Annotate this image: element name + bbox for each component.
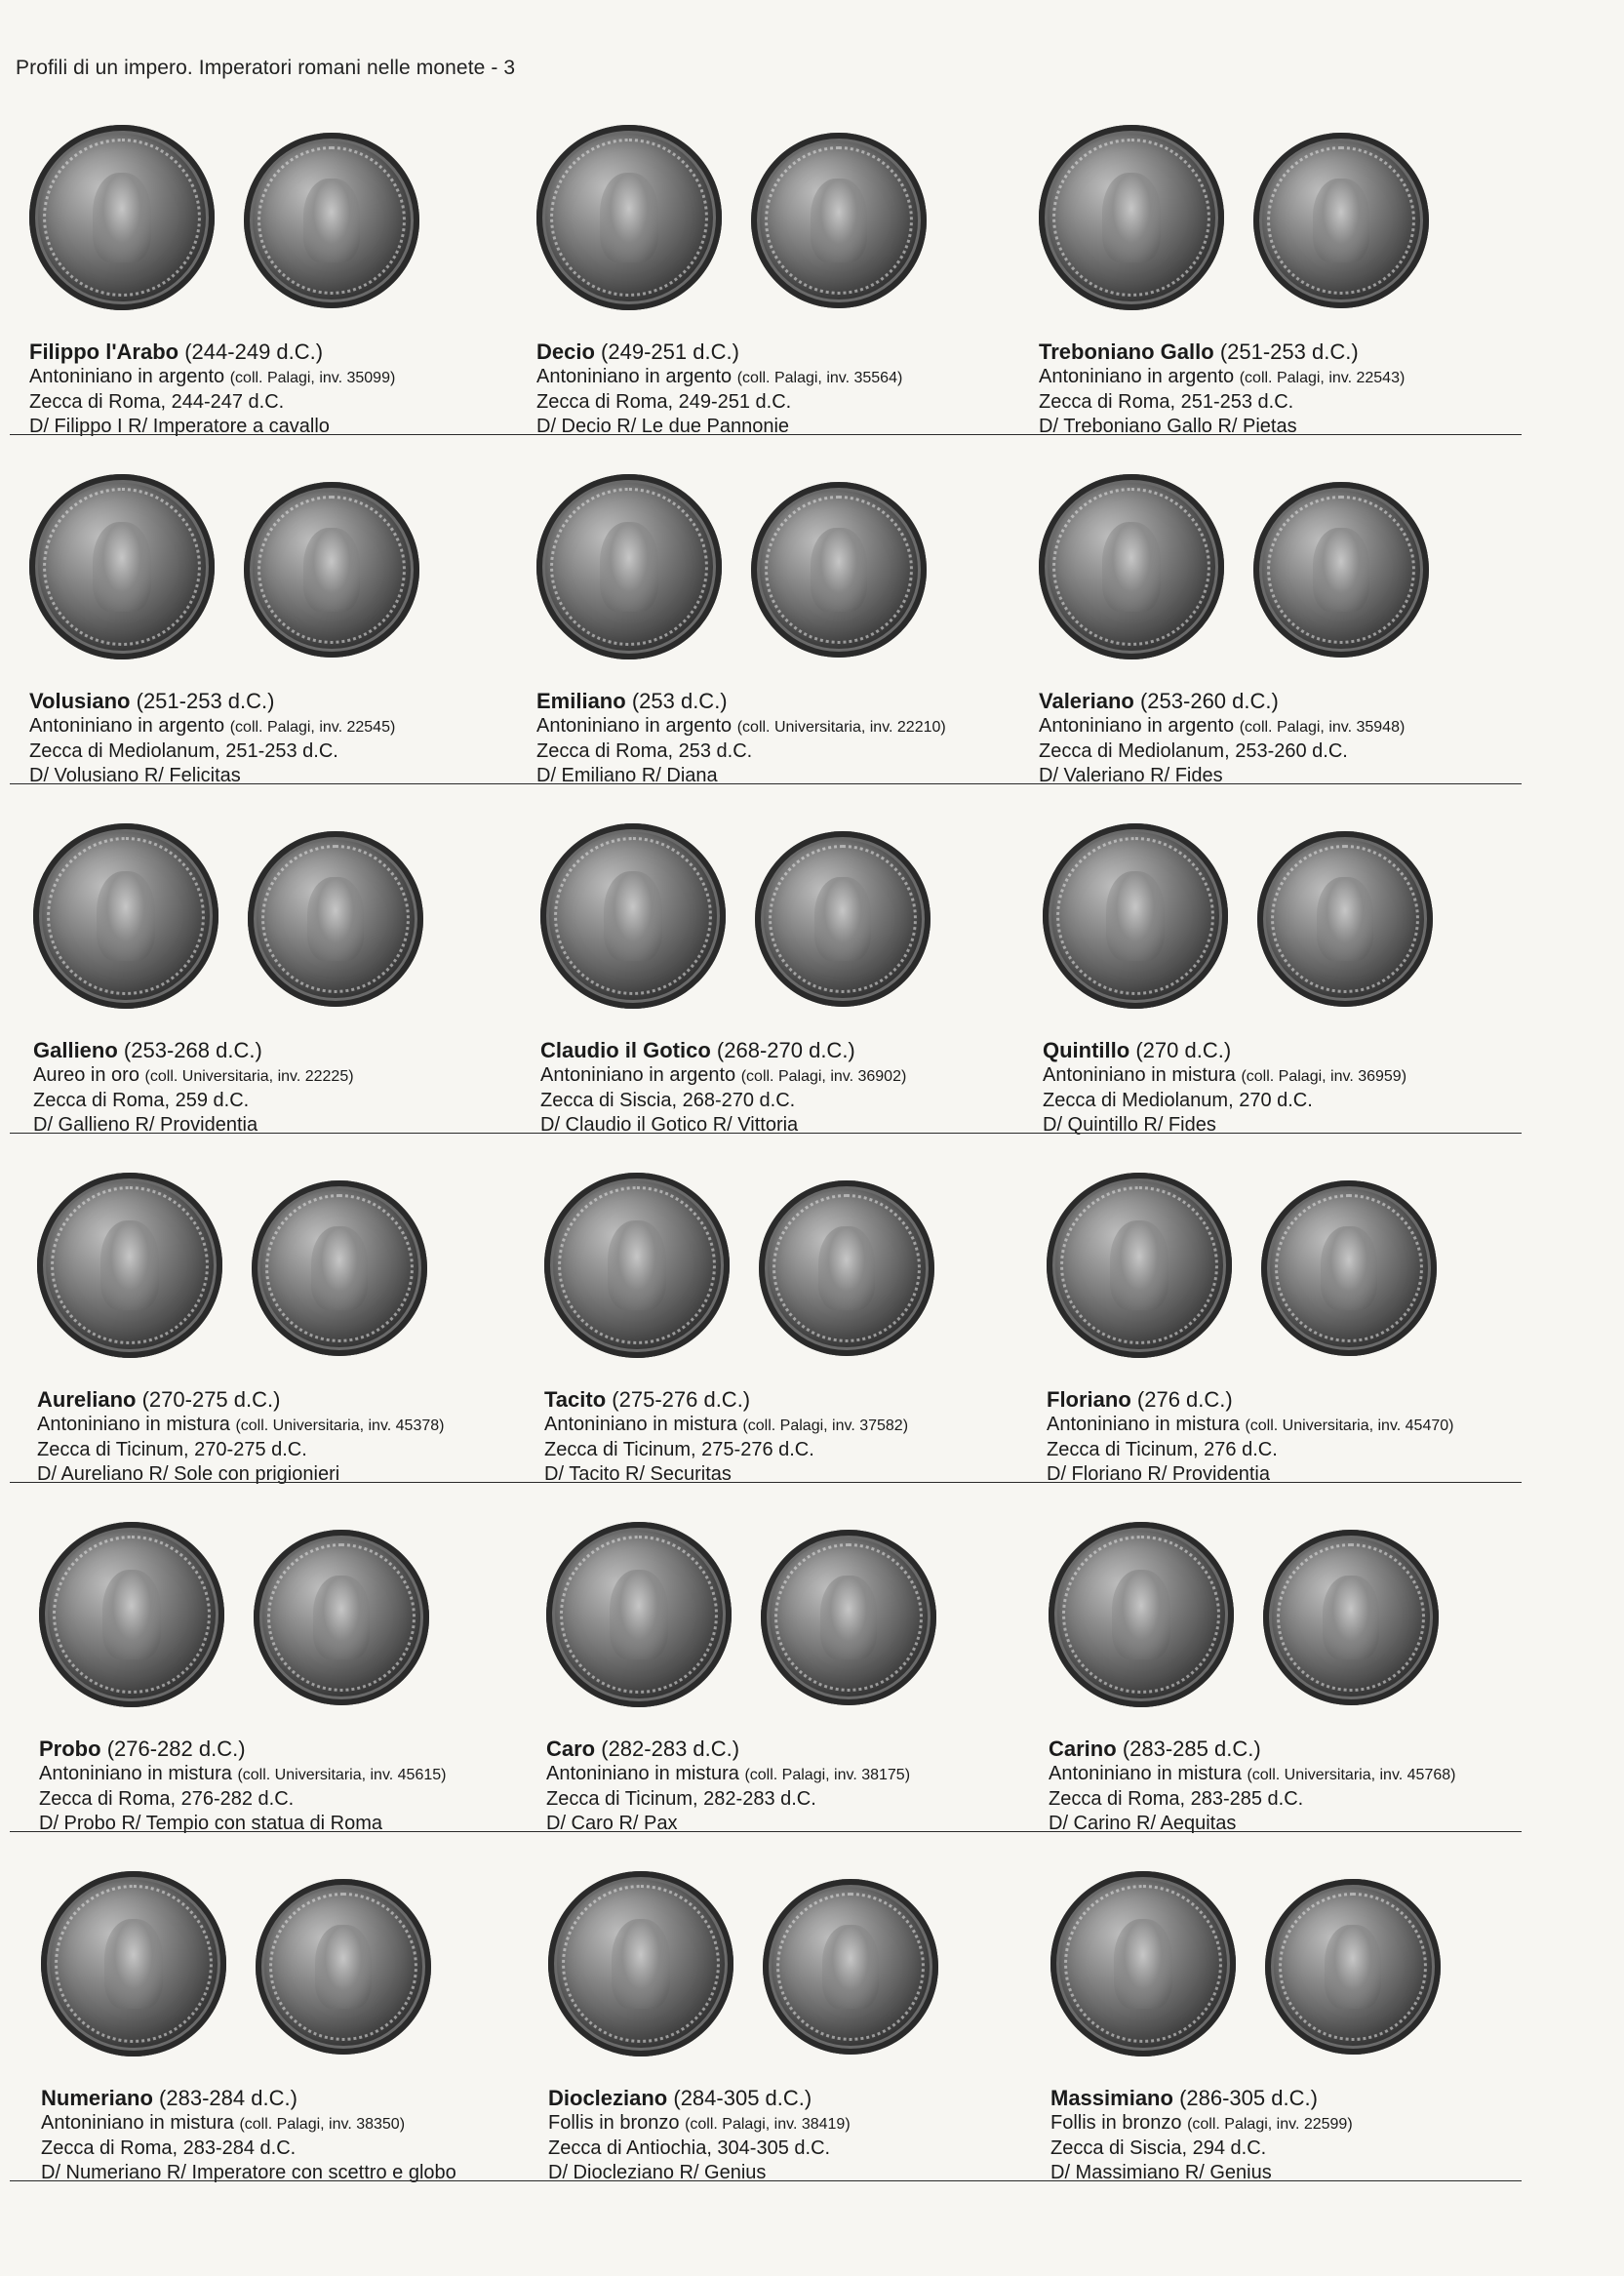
reign-dates: (284-305 d.C.)	[673, 2086, 812, 2110]
emperor-name: Massimiano	[1050, 2086, 1173, 2110]
mint-info: Zecca di Mediolanum, 253-260 d.C.	[1039, 740, 1348, 762]
coin-entry	[1027, 1145, 1534, 1483]
coin-reverse-image	[254, 1530, 429, 1705]
coin-description: D/ Valeriano R/ Fides	[1039, 765, 1223, 786]
coin-entry	[527, 1495, 1034, 1832]
emperor-name: Filippo l'Arabo	[29, 339, 179, 364]
coin-caption	[33, 1038, 521, 1138]
coin-type: Follis in bronzo	[548, 2112, 680, 2134]
coin-entry	[10, 447, 517, 784]
collection-inventory: (coll. Palagi, inv. 35099)	[229, 370, 396, 386]
coin-type: Antoniniano in mistura	[1049, 1763, 1242, 1784]
coin-images	[1023, 823, 1530, 1028]
coin-entry	[1019, 98, 1526, 435]
mint-info: Zecca di Ticinum, 282-283 d.C.	[546, 1788, 816, 1810]
coin-caption	[540, 1038, 1028, 1138]
coin-caption	[536, 689, 1024, 788]
coin-description: D/ Claudio il Gotico R/ Vittoria	[540, 1114, 799, 1136]
coin-description: D/ Treboniano Gallo R/ Pietas	[1039, 416, 1297, 437]
row-divider	[10, 1831, 1522, 1832]
coin-images	[14, 823, 521, 1028]
mint-info: Zecca di Siscia, 294 d.C.	[1050, 2137, 1267, 2159]
coin-entry	[20, 1495, 527, 1832]
coin-caption	[1049, 1737, 1536, 1836]
coin-images	[18, 1173, 525, 1378]
coin-obverse-image	[1043, 823, 1228, 1009]
emperor-name: Probo	[39, 1737, 101, 1761]
coin-obverse-image	[29, 125, 215, 310]
coin-description: D/ Aureliano R/ Sole con prigionieri	[37, 1463, 340, 1485]
reign-dates: (275-276 d.C.)	[612, 1387, 751, 1412]
coin-images	[10, 125, 517, 330]
coin-entry	[21, 1844, 529, 2181]
reign-dates: (253-268 d.C.)	[123, 1038, 262, 1062]
coin-reverse-image	[751, 482, 927, 658]
coin-description: D/ Caro R/ Pax	[546, 1813, 678, 1834]
collection-inventory: (coll. Palagi, inv. 38419)	[685, 2116, 851, 2133]
coin-images	[527, 1522, 1034, 1727]
collection-inventory: (coll. Palagi, inv. 35564)	[736, 370, 903, 386]
collection-inventory: (coll. Palagi, inv. 38175)	[744, 1767, 911, 1783]
coin-type: Antoniniano in argento	[1039, 715, 1235, 737]
coin-entry	[10, 98, 517, 435]
coin-images	[20, 1522, 527, 1727]
coin-images	[1029, 1522, 1536, 1727]
coin-description: D/ Carino R/ Aequitas	[1049, 1813, 1237, 1834]
row-divider	[10, 434, 1522, 435]
coin-entry	[525, 1145, 1032, 1483]
emperor-name: Volusiano	[29, 689, 131, 713]
coin-caption	[548, 2086, 1036, 2185]
coin-type: Antoniniano in mistura	[39, 1763, 232, 1784]
page-title: Profili di un impero. Imperatori romani nelle monete - 3	[16, 57, 516, 79]
emperor-name: Treboniano Gallo	[1039, 339, 1214, 364]
catalog-row	[0, 447, 1561, 796]
coin-type: Antoniniano in mistura	[546, 1763, 739, 1784]
reign-dates: (282-283 d.C.)	[601, 1737, 740, 1761]
mint-info: Zecca di Ticinum, 275-276 d.C.	[544, 1439, 814, 1460]
reign-dates: (249-251 d.C.)	[601, 339, 739, 364]
row-divider	[10, 1133, 1522, 1134]
coin-caption	[546, 1737, 1034, 1836]
coin-description: D/ Numeriano R/ Imperatore con scettro e globo	[41, 2162, 456, 2183]
collection-inventory: (coll. Palagi, inv. 36902)	[740, 1068, 907, 1085]
coin-reverse-image	[252, 1180, 427, 1356]
coin-images	[521, 823, 1028, 1028]
coin-description: D/ Emiliano R/ Diana	[536, 765, 718, 786]
mint-info: Zecca di Roma, 253 d.C.	[536, 740, 753, 762]
mint-info: Zecca di Roma, 283-285 d.C.	[1049, 1788, 1304, 1810]
coin-entry	[529, 1844, 1036, 2181]
mint-info: Zecca di Antiochia, 304-305 d.C.	[548, 2137, 831, 2159]
coin-obverse-image	[33, 823, 218, 1009]
coin-caption	[39, 1737, 527, 1836]
coin-caption	[544, 1387, 1032, 1487]
coin-obverse-image	[540, 823, 726, 1009]
reign-dates: (276-282 d.C.)	[106, 1737, 246, 1761]
mint-info: Zecca di Mediolanum, 251-253 d.C.	[29, 740, 338, 762]
reign-dates: (268-270 d.C.)	[716, 1038, 855, 1062]
coin-caption	[29, 689, 517, 788]
coin-reverse-image	[248, 831, 423, 1007]
coin-obverse-image	[37, 1173, 222, 1358]
coin-reverse-image	[761, 1530, 936, 1705]
coin-images	[525, 1173, 1032, 1378]
coin-type: Antoniniano in argento	[29, 366, 225, 387]
collection-inventory: (coll. Palagi, inv. 35948)	[1239, 719, 1406, 736]
coin-caption	[29, 339, 517, 439]
coin-reverse-image	[759, 1180, 934, 1356]
coin-images	[1031, 1871, 1538, 2076]
reign-dates: (253-260 d.C.)	[1139, 689, 1279, 713]
coin-reverse-image	[751, 133, 927, 308]
mint-info: Zecca di Roma, 259 d.C.	[33, 1090, 250, 1111]
coin-type: Follis in bronzo	[1050, 2112, 1182, 2134]
row-divider	[10, 2180, 1522, 2181]
coin-caption	[1039, 689, 1526, 788]
coin-reverse-image	[244, 482, 419, 658]
coin-obverse-image	[546, 1522, 732, 1707]
reign-dates: (253 d.C.)	[631, 689, 728, 713]
coin-obverse-image	[39, 1522, 224, 1707]
coin-type: Antoniniano in mistura	[1047, 1414, 1240, 1435]
emperor-name: Numeriano	[41, 2086, 153, 2110]
collection-inventory: (coll. Universitaria, inv. 22225)	[144, 1068, 354, 1085]
emperor-name: Caro	[546, 1737, 596, 1761]
coin-reverse-image	[1257, 831, 1433, 1007]
coin-description: D/ Massimiano R/ Genius	[1050, 2162, 1272, 2183]
coin-type: Antoniniano in mistura	[1043, 1064, 1236, 1086]
row-divider	[10, 1482, 1522, 1483]
reign-dates: (251-253 d.C.)	[136, 689, 275, 713]
coin-obverse-image	[1039, 125, 1224, 310]
coin-reverse-image	[1253, 133, 1429, 308]
emperor-name: Gallieno	[33, 1038, 118, 1062]
emperor-name: Quintillo	[1043, 1038, 1130, 1062]
coin-images	[1019, 125, 1526, 330]
coin-entry	[1029, 1495, 1536, 1832]
reign-dates: (283-284 d.C.)	[159, 2086, 297, 2110]
coin-description: D/ Probo R/ Tempio con statua di Roma	[39, 1813, 383, 1834]
coin-catalog	[0, 98, 1624, 2193]
reign-dates: (276 d.C.)	[1136, 1387, 1233, 1412]
mint-info: Zecca di Roma, 251-253 d.C.	[1039, 391, 1294, 413]
collection-inventory: (coll. Universitaria, inv. 45378)	[235, 1418, 445, 1434]
coin-images	[529, 1871, 1036, 2076]
coin-type: Antoniniano in mistura	[37, 1414, 230, 1435]
coin-caption	[536, 339, 1024, 439]
coin-type: Antoniniano in mistura	[544, 1414, 737, 1435]
coin-obverse-image	[1039, 474, 1224, 659]
coin-description: D/ Decio R/ Le due Pannonie	[536, 416, 790, 437]
coin-images	[1027, 1173, 1534, 1378]
reign-dates: (270-275 d.C.)	[141, 1387, 281, 1412]
mint-info: Zecca di Roma, 249-251 d.C.	[536, 391, 792, 413]
coin-type: Antoniniano in argento	[1039, 366, 1235, 387]
reign-dates: (251-253 d.C.)	[1219, 339, 1359, 364]
coin-entry	[18, 1145, 525, 1483]
coin-description: D/ Gallieno R/ Providentia	[33, 1114, 258, 1136]
coin-reverse-image	[244, 133, 419, 308]
coin-entry	[517, 98, 1024, 435]
reign-dates: (244-249 d.C.)	[184, 339, 324, 364]
collection-inventory: (coll. Universitaria, inv. 45615)	[237, 1767, 447, 1783]
coin-type: Antoniniano in argento	[29, 715, 225, 737]
emperor-name: Claudio il Gotico	[540, 1038, 711, 1062]
coin-reverse-image	[1263, 1530, 1439, 1705]
collection-inventory: (coll. Palagi, inv. 37582)	[742, 1418, 909, 1434]
coin-obverse-image	[536, 474, 722, 659]
coin-caption	[1050, 2086, 1538, 2185]
coin-obverse-image	[544, 1173, 730, 1358]
mint-info: Zecca di Ticinum, 276 d.C.	[1047, 1439, 1278, 1460]
coin-obverse-image	[41, 1871, 226, 2056]
coin-entry	[1023, 796, 1530, 1134]
coin-obverse-image	[1049, 1522, 1234, 1707]
coin-type: Antoniniano in argento	[536, 366, 733, 387]
collection-inventory: (coll. Universitaria, inv. 22210)	[736, 719, 946, 736]
coin-obverse-image	[1050, 1871, 1236, 2056]
catalog-row	[0, 1495, 1561, 1844]
coin-obverse-image	[29, 474, 215, 659]
coin-entry	[517, 447, 1024, 784]
catalog-row	[0, 98, 1561, 447]
catalog-row	[0, 1844, 1561, 2193]
coin-description: D/ Diocleziano R/ Genius	[548, 2162, 767, 2183]
coin-description: D/ Tacito R/ Securitas	[544, 1463, 732, 1485]
coin-reverse-image	[256, 1879, 431, 2055]
coin-type: Antoniniano in mistura	[41, 2112, 234, 2134]
coin-reverse-image	[1265, 1879, 1441, 2055]
emperor-name: Decio	[536, 339, 595, 364]
coin-description: D/ Filippo I R/ Imperatore a cavallo	[29, 416, 330, 437]
coin-images	[10, 474, 517, 679]
mint-info: Zecca di Siscia, 268-270 d.C.	[540, 1090, 796, 1111]
row-divider	[10, 783, 1522, 784]
coin-caption	[41, 2086, 529, 2185]
mint-info: Zecca di Mediolanum, 270 d.C.	[1043, 1090, 1313, 1111]
coin-entry	[1019, 447, 1526, 784]
catalog-row	[0, 796, 1561, 1145]
mint-info: Zecca di Roma, 283-284 d.C.	[41, 2137, 297, 2159]
emperor-name: Emiliano	[536, 689, 626, 713]
coin-description: D/ Volusiano R/ Felicitas	[29, 765, 241, 786]
emperor-name: Diocleziano	[548, 2086, 668, 2110]
collection-inventory: (coll. Universitaria, inv. 45768)	[1247, 1767, 1456, 1783]
reign-dates: (270 d.C.)	[1135, 1038, 1232, 1062]
coin-images	[21, 1871, 529, 2076]
emperor-name: Tacito	[544, 1387, 607, 1412]
mint-info: Zecca di Roma, 276-282 d.C.	[39, 1788, 295, 1810]
coin-caption	[1039, 339, 1526, 439]
coin-images	[1019, 474, 1526, 679]
coin-reverse-image	[755, 831, 931, 1007]
reign-dates: (283-285 d.C.)	[1122, 1737, 1261, 1761]
emperor-name: Floriano	[1047, 1387, 1131, 1412]
coin-entry	[521, 796, 1028, 1134]
collection-inventory: (coll. Palagi, inv. 22543)	[1239, 370, 1406, 386]
coin-description: D/ Quintillo R/ Fides	[1043, 1114, 1216, 1136]
mint-info: Zecca di Ticinum, 270-275 d.C.	[37, 1439, 307, 1460]
coin-obverse-image	[548, 1871, 733, 2056]
coin-type: Antoniniano in argento	[536, 715, 733, 737]
coin-images	[517, 474, 1024, 679]
coin-caption	[37, 1387, 525, 1487]
mint-info: Zecca di Roma, 244-247 d.C.	[29, 391, 285, 413]
emperor-name: Carino	[1049, 1737, 1117, 1761]
coin-type: Antoniniano in argento	[540, 1064, 736, 1086]
coin-obverse-image	[1047, 1173, 1232, 1358]
collection-inventory: (coll. Universitaria, inv. 45470)	[1245, 1418, 1454, 1434]
collection-inventory: (coll. Palagi, inv. 22599)	[1187, 2116, 1353, 2133]
coin-images	[517, 125, 1024, 330]
catalog-row	[0, 1145, 1561, 1495]
reign-dates: (286-305 d.C.)	[1179, 2086, 1318, 2110]
collection-inventory: (coll. Palagi, inv. 22545)	[229, 719, 396, 736]
coin-reverse-image	[1253, 482, 1429, 658]
coin-description: D/ Floriano R/ Providentia	[1047, 1463, 1270, 1485]
coin-reverse-image	[1261, 1180, 1437, 1356]
coin-caption	[1043, 1038, 1530, 1138]
coin-entry	[1031, 1844, 1538, 2181]
emperor-name: Valeriano	[1039, 689, 1134, 713]
coin-caption	[1047, 1387, 1534, 1487]
coin-entry	[14, 796, 521, 1134]
collection-inventory: (coll. Palagi, inv. 36959)	[1241, 1068, 1407, 1085]
coin-reverse-image	[763, 1879, 938, 2055]
coin-obverse-image	[536, 125, 722, 310]
collection-inventory: (coll. Palagi, inv. 38350)	[239, 2116, 406, 2133]
emperor-name: Aureliano	[37, 1387, 137, 1412]
coin-type: Aureo in oro	[33, 1064, 139, 1086]
